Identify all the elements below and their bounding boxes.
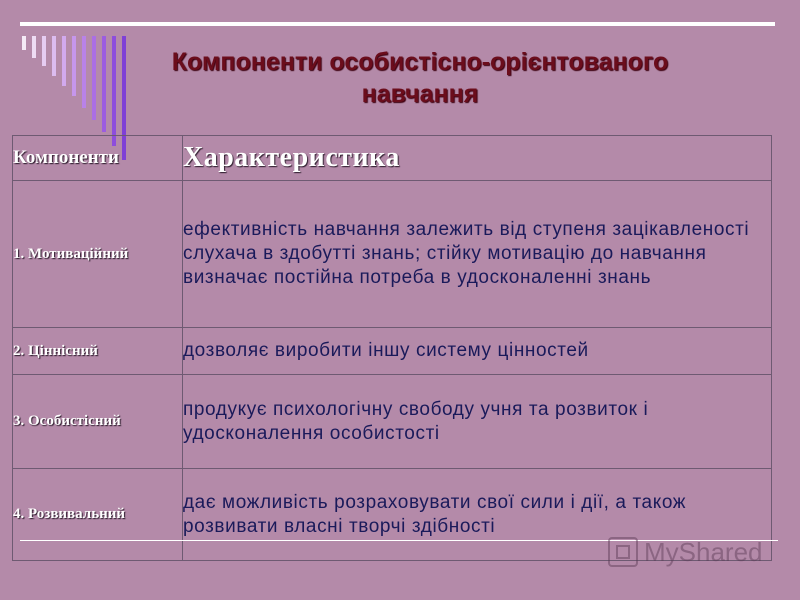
decor-bar — [72, 36, 76, 96]
components-table — [12, 135, 772, 561]
slide-title: Компоненти особистісно-орієнтованого навчання — [171, 48, 669, 108]
component-description: ефективність навчання залежить від ступеня зацікавленості слухача в здобутті знань; стійку мотивацію до навчання визначає постійна потреба в удосконаленні знань — [183, 181, 772, 328]
watermark — [608, 532, 763, 572]
header-components: Компоненти — [13, 136, 183, 181]
decor-bar — [62, 36, 66, 86]
component-description: дозволяє виробити іншу систему цінностей — [183, 328, 772, 375]
component-description: продукує психологічну свободу учня та розвиток і удосконалення особистості — [183, 375, 772, 469]
decor-bar — [42, 36, 46, 66]
table-row — [13, 181, 772, 328]
component-description: дає можливість розраховувати свої сили і дії, а також розвивати власні творчі здібності — [183, 469, 772, 561]
header-characteristic: Характеристика — [183, 136, 772, 181]
decor-bar — [102, 36, 106, 132]
decor-bar — [82, 36, 86, 108]
watermark-text: MyShared — [644, 536, 763, 567]
presentation-icon — [608, 537, 638, 567]
top-divider-line — [20, 22, 775, 26]
decor-bar — [52, 36, 56, 76]
component-name: 1. Мотиваційний — [13, 181, 183, 328]
table-header-row — [13, 136, 772, 181]
decor-bar — [32, 36, 36, 58]
decor-bar — [92, 36, 96, 120]
component-name: 3. Особистісний — [13, 375, 183, 469]
table-row — [13, 375, 772, 469]
component-name: 2. Ціннісний — [13, 328, 183, 375]
decor-bar — [22, 36, 26, 50]
component-name: 4. Розвивальний — [13, 469, 183, 561]
table-row — [13, 328, 772, 375]
